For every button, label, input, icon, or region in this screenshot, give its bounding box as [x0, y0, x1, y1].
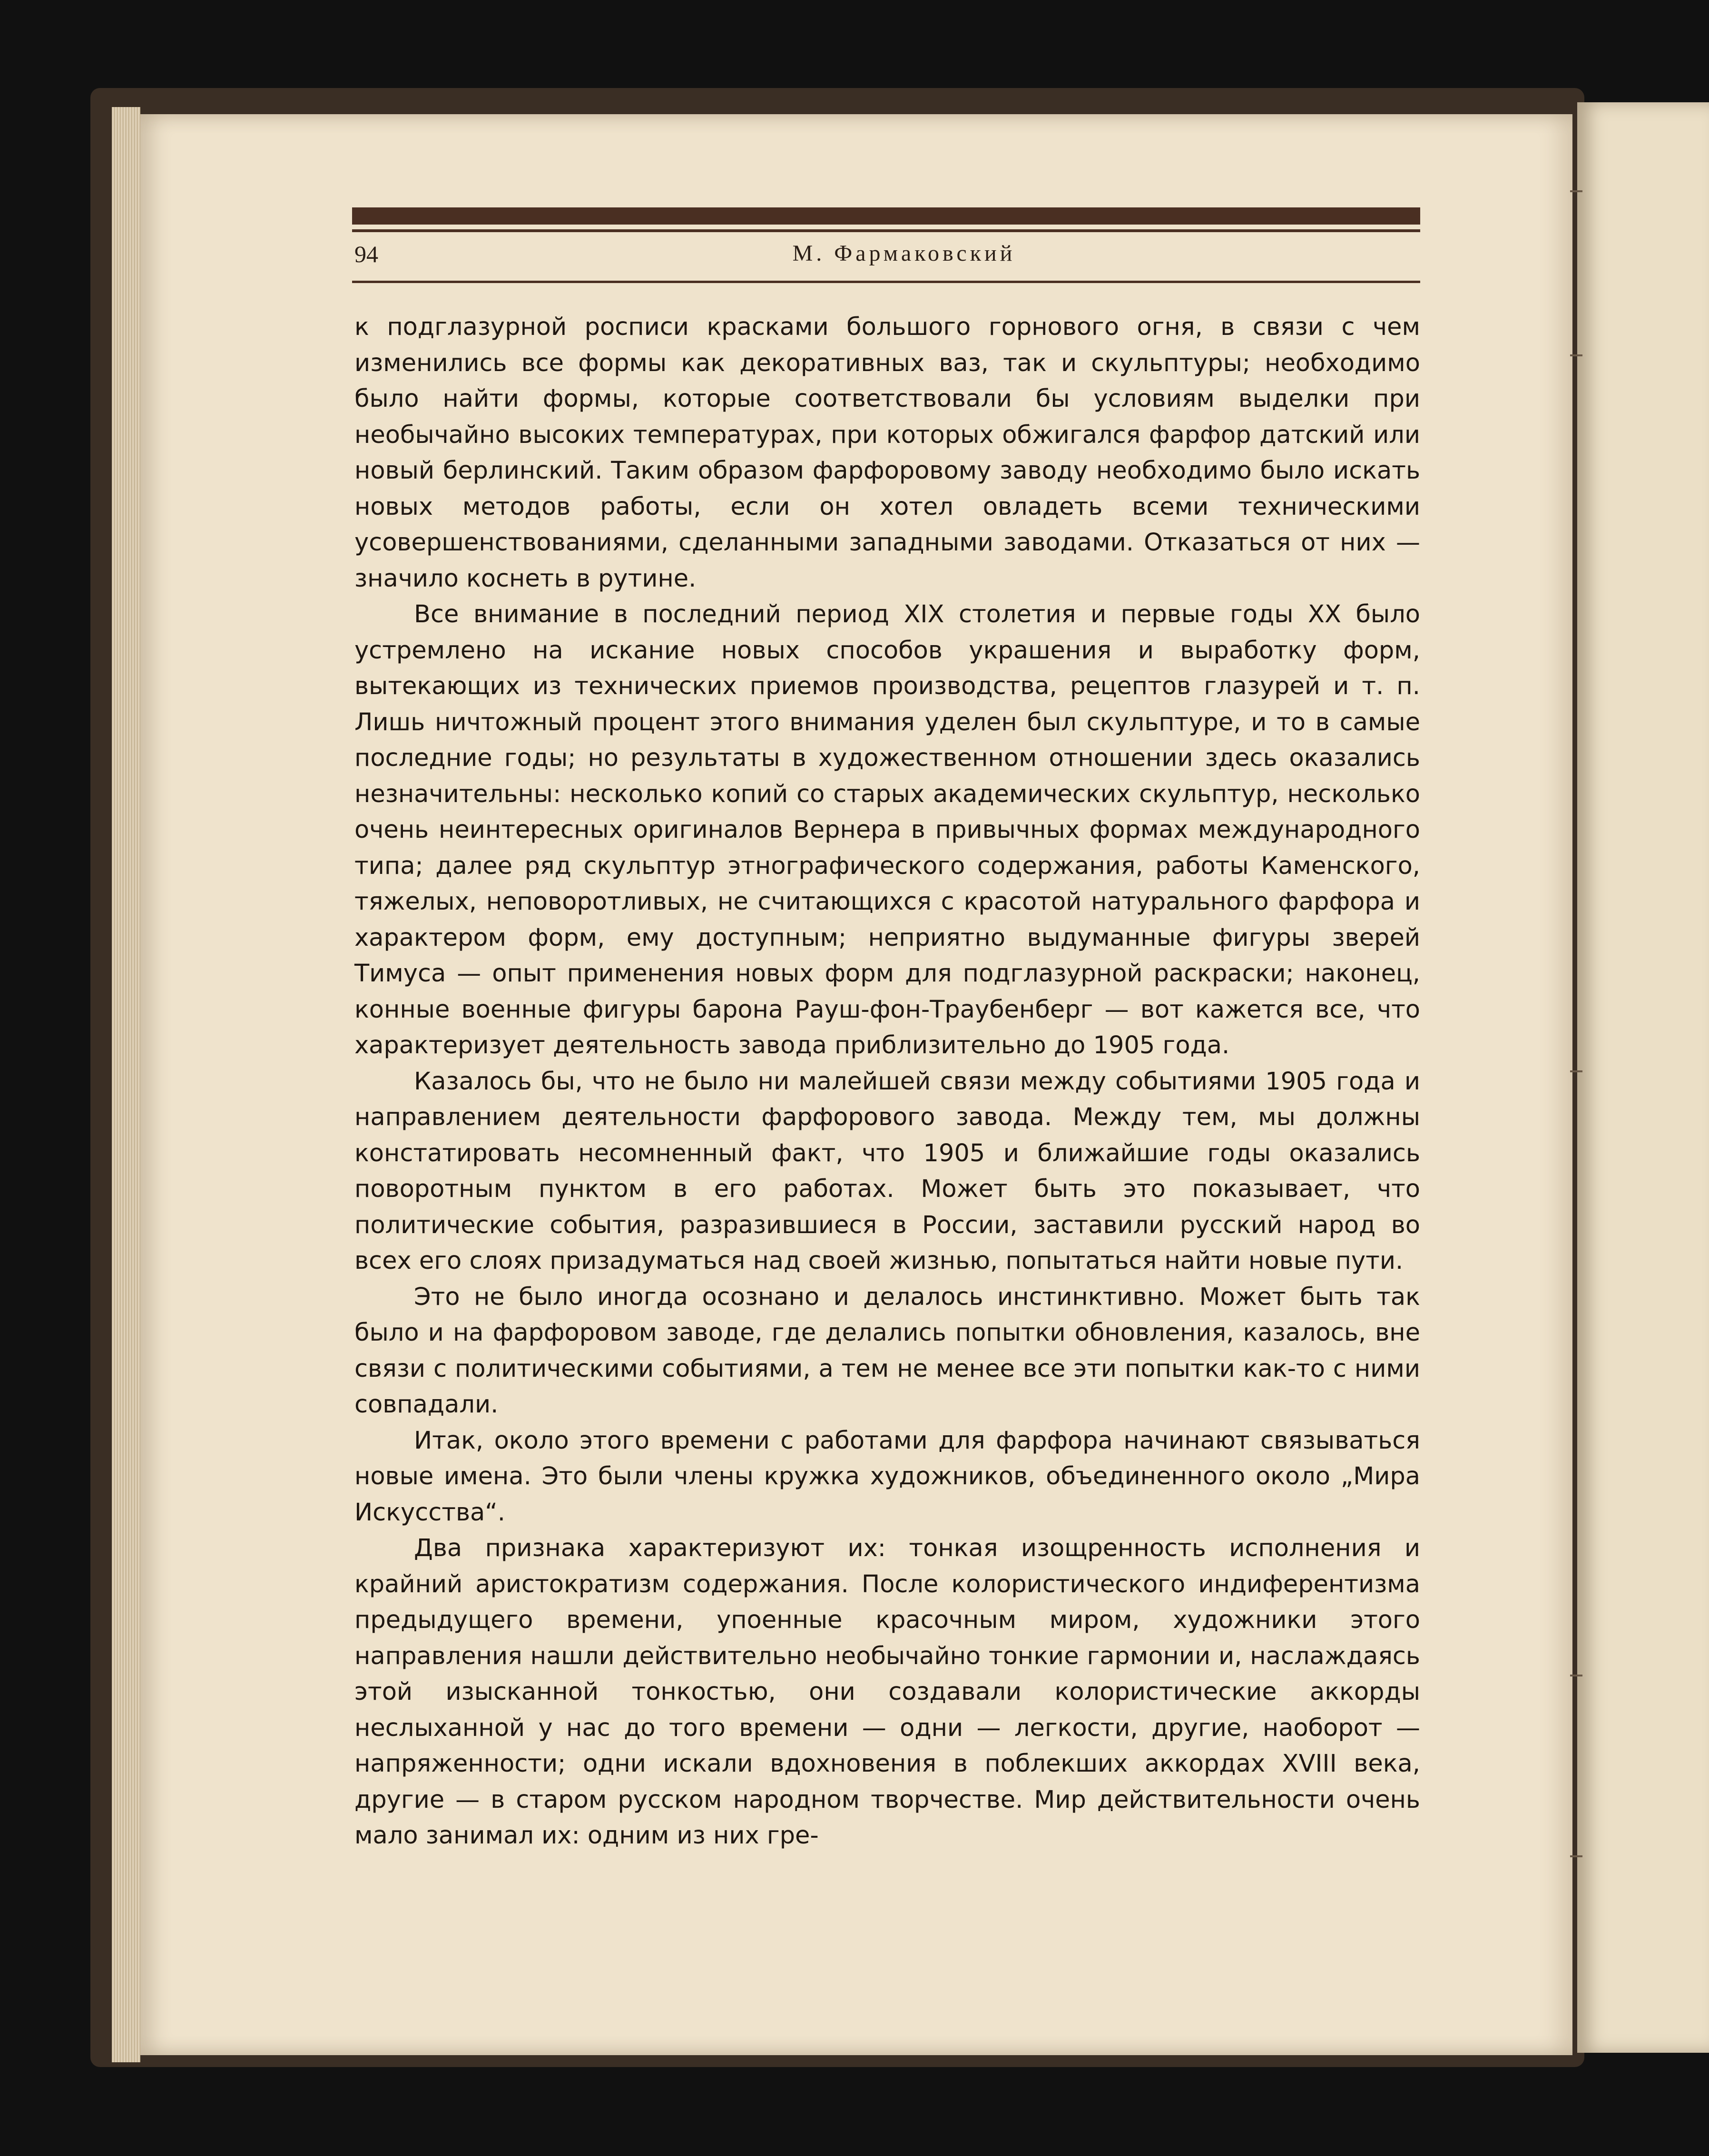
right-page-mark	[1570, 354, 1582, 356]
paragraph: к подглазурной росписи красками большого горнового огня, в связи с чем изменились все формы как декоративных ваз, так и скульптуры; необходимо было найти формы, которые соответствовали бы условиям выделки при необычайно высоких температурах, при которых обжигался фарфор датский или новый берлинский. Таким образом фарфоровому заводу необходимо было искать новых методов работы, если он хотел овладеть всеми техническими усовершенствованиями, сделанными западными заводами. Отказаться от них — значило коснеть в рутине.	[354, 313, 1420, 593]
paragraph: Все внимание в последний период XIX столетия и первые годы XX было устремлено на искание новых способов украшения и выработку форм, вытекающих из технических приемов производства, рецептов глазурей и т. п. Лишь ничтожный процент этого внимания уделен был скульптуре, и то в самые последние годы; но результаты в художественном отношении здесь оказались незначительны: несколько копий со старых академических скульптур, несколько очень неинтересных оригиналов Вернера в привычных формах международного типа; далее ряд скульптур этнографического содержания, работы Каменского, тяжелых, неповоротливых, не считающихся с красотой натурального фарфора и характером форм, ему доступным; неприятно выдуманные фигуры зверей Тимуса — опыт применения новых форм для подглазурной раскраски; наконец, конные военные фигуры барона Рауш-фон-Траубенберг — вот кажется все, что характеризует деятельность завода приблизительно до 1905 года.	[354, 600, 1420, 1059]
right-page-mark	[1570, 1675, 1582, 1676]
right-page-mark	[1570, 190, 1582, 192]
running-title: М. Фармаковский	[792, 241, 1016, 266]
paragraph: Итак, около этого времени с работами для фарфора начинают связываться новые имена. Это были члены кружка художников, объединенного около „Мира Искусства“.	[354, 1426, 1420, 1527]
page-edges	[112, 107, 140, 2062]
header-ornament-bar	[352, 207, 1420, 225]
right-page-mark	[1570, 1070, 1582, 1072]
header-ornament-line	[352, 229, 1420, 232]
paragraph: Два признака характеризуют их: тонкая изощренность исполнения и крайний аристократизм содержания. После колористического индиферентизма предыдущего времени, упоенные красочным миром, художники этого направления нашли действительно необычайно тонкие гармонии и, наслаждаясь этой изысканной тонкостью, они создавали колористические аккорды неслыханной у нас до того времени — одни — легкости, другие, наоборот — напряженности; одни искали вдохновения в поблекших аккордах XVIII века, другие — в старом русском народном творчестве. Мир действительности очень мало занимал их: одним из них гре-	[354, 1534, 1420, 1850]
header-rule	[352, 281, 1420, 283]
paragraph: Это не было иногда осознано и делалось инстинктивно. Может быть так было и на фарфоровом заводе, где делались попытки обновления, казалось, вне связи с политическими событиями, а тем не менее все эти попытки как-то с ними совпадали.	[354, 1283, 1420, 1419]
page-number: 94	[354, 241, 378, 267]
right-page	[1577, 102, 1709, 2053]
body-text	[354, 309, 1420, 1854]
paragraph: Казалось бы, что не было ни малейшей связи между событиями 1905 года и направлением деятельности фарфорового завода. Между тем, мы должны констатировать несомненный факт, что 1905 и ближайшие годы оказались поворотным пунктом в его работах. Может быть это показывает, что политические события, разразившиеся в России, заставили русский народ во всех его слоях призадуматься над своей жизнью, попытаться найти новые пути.	[354, 1067, 1420, 1275]
right-page-mark	[1570, 1855, 1582, 1857]
